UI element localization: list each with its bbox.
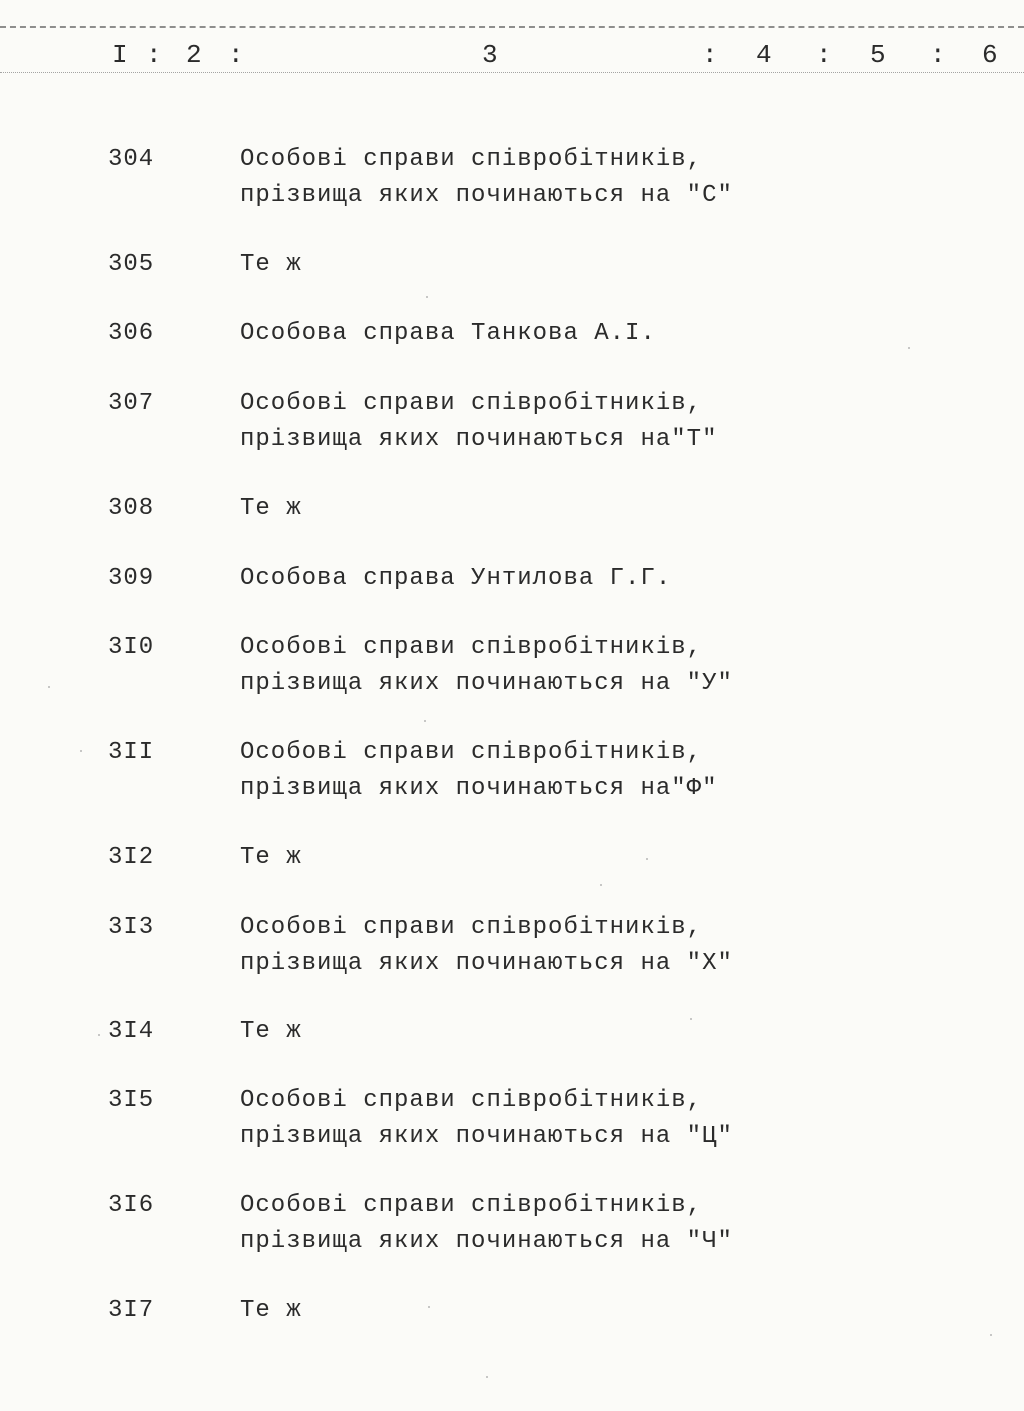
entry-number: 307 — [108, 390, 155, 417]
scan-speck — [486, 1376, 488, 1378]
entry-number: 304 — [108, 146, 155, 173]
entry-description: Те ж — [240, 251, 302, 278]
entry-number: 3I7 — [108, 1297, 155, 1324]
header-top-rule — [0, 26, 1024, 28]
entry-description: Те ж — [240, 1297, 302, 1324]
entry-description: Особові справи співробітників, прізвища яких починаються на"Т" — [240, 390, 718, 453]
header-col-6: 6 — [982, 40, 999, 70]
entry-number: 3II — [108, 739, 155, 766]
header-separator: : — [228, 40, 245, 70]
entry-number: 308 — [108, 495, 155, 522]
header-separator: : — [702, 40, 719, 70]
entry-description: Особова справа Унтилова Г.Г. — [240, 565, 672, 592]
header-col-5: 5 — [870, 40, 887, 70]
header-separator: : — [930, 40, 947, 70]
entry-description: Те ж — [240, 1018, 302, 1045]
entry-description: Особова справа Танкова А.І. — [240, 320, 656, 347]
scan-speck — [690, 1018, 692, 1020]
scan-speck — [48, 686, 50, 688]
scan-speck — [646, 858, 648, 860]
entry-number: 306 — [108, 320, 155, 347]
scan-speck — [98, 1034, 100, 1036]
entry-number: 3I5 — [108, 1087, 155, 1114]
header-col-3: 3 — [482, 40, 499, 70]
header-bottom-rule — [0, 72, 1024, 73]
scan-speck — [426, 296, 428, 298]
scan-speck — [80, 750, 82, 752]
scan-speck — [428, 1306, 430, 1308]
header-col-4: 4 — [756, 40, 773, 70]
entry-number: 3I2 — [108, 844, 155, 871]
entry-description: Особові справи співробітників, прізвища яких починаються на "Ч" — [240, 1192, 733, 1255]
entry-number: 3I4 — [108, 1018, 155, 1045]
entry-number: 3I3 — [108, 914, 155, 941]
entry-number: 305 — [108, 251, 155, 278]
entry-description: Особові справи співробітників, прізвища яких починаються на "Ц" — [240, 1087, 733, 1150]
header-col-1: I — [112, 40, 129, 70]
header-separator: : — [816, 40, 833, 70]
entry-description: Особові справи співробітників, прізвища яких починаються на "У" — [240, 634, 733, 697]
scan-speck — [990, 1334, 992, 1336]
entry-number: 3I0 — [108, 634, 155, 661]
entry-description: Особові справи співробітників, прізвища яких починаються на"Ф" — [240, 739, 718, 802]
entry-description: Те ж — [240, 844, 302, 871]
entry-number: 3I6 — [108, 1192, 155, 1219]
header-col-2: 2 — [186, 40, 203, 70]
entry-number: 309 — [108, 565, 155, 592]
entry-description: Особові справи співробітників, прізвища яких починаються на "Х" — [240, 914, 733, 977]
entry-description: Особові справи співробітників, прізвища яких починаються на "С" — [240, 146, 733, 209]
scan-speck — [908, 347, 910, 349]
scan-speck — [600, 884, 602, 886]
header-separator: : — [146, 40, 163, 70]
scan-speck — [424, 720, 426, 722]
entry-description: Те ж — [240, 495, 302, 522]
